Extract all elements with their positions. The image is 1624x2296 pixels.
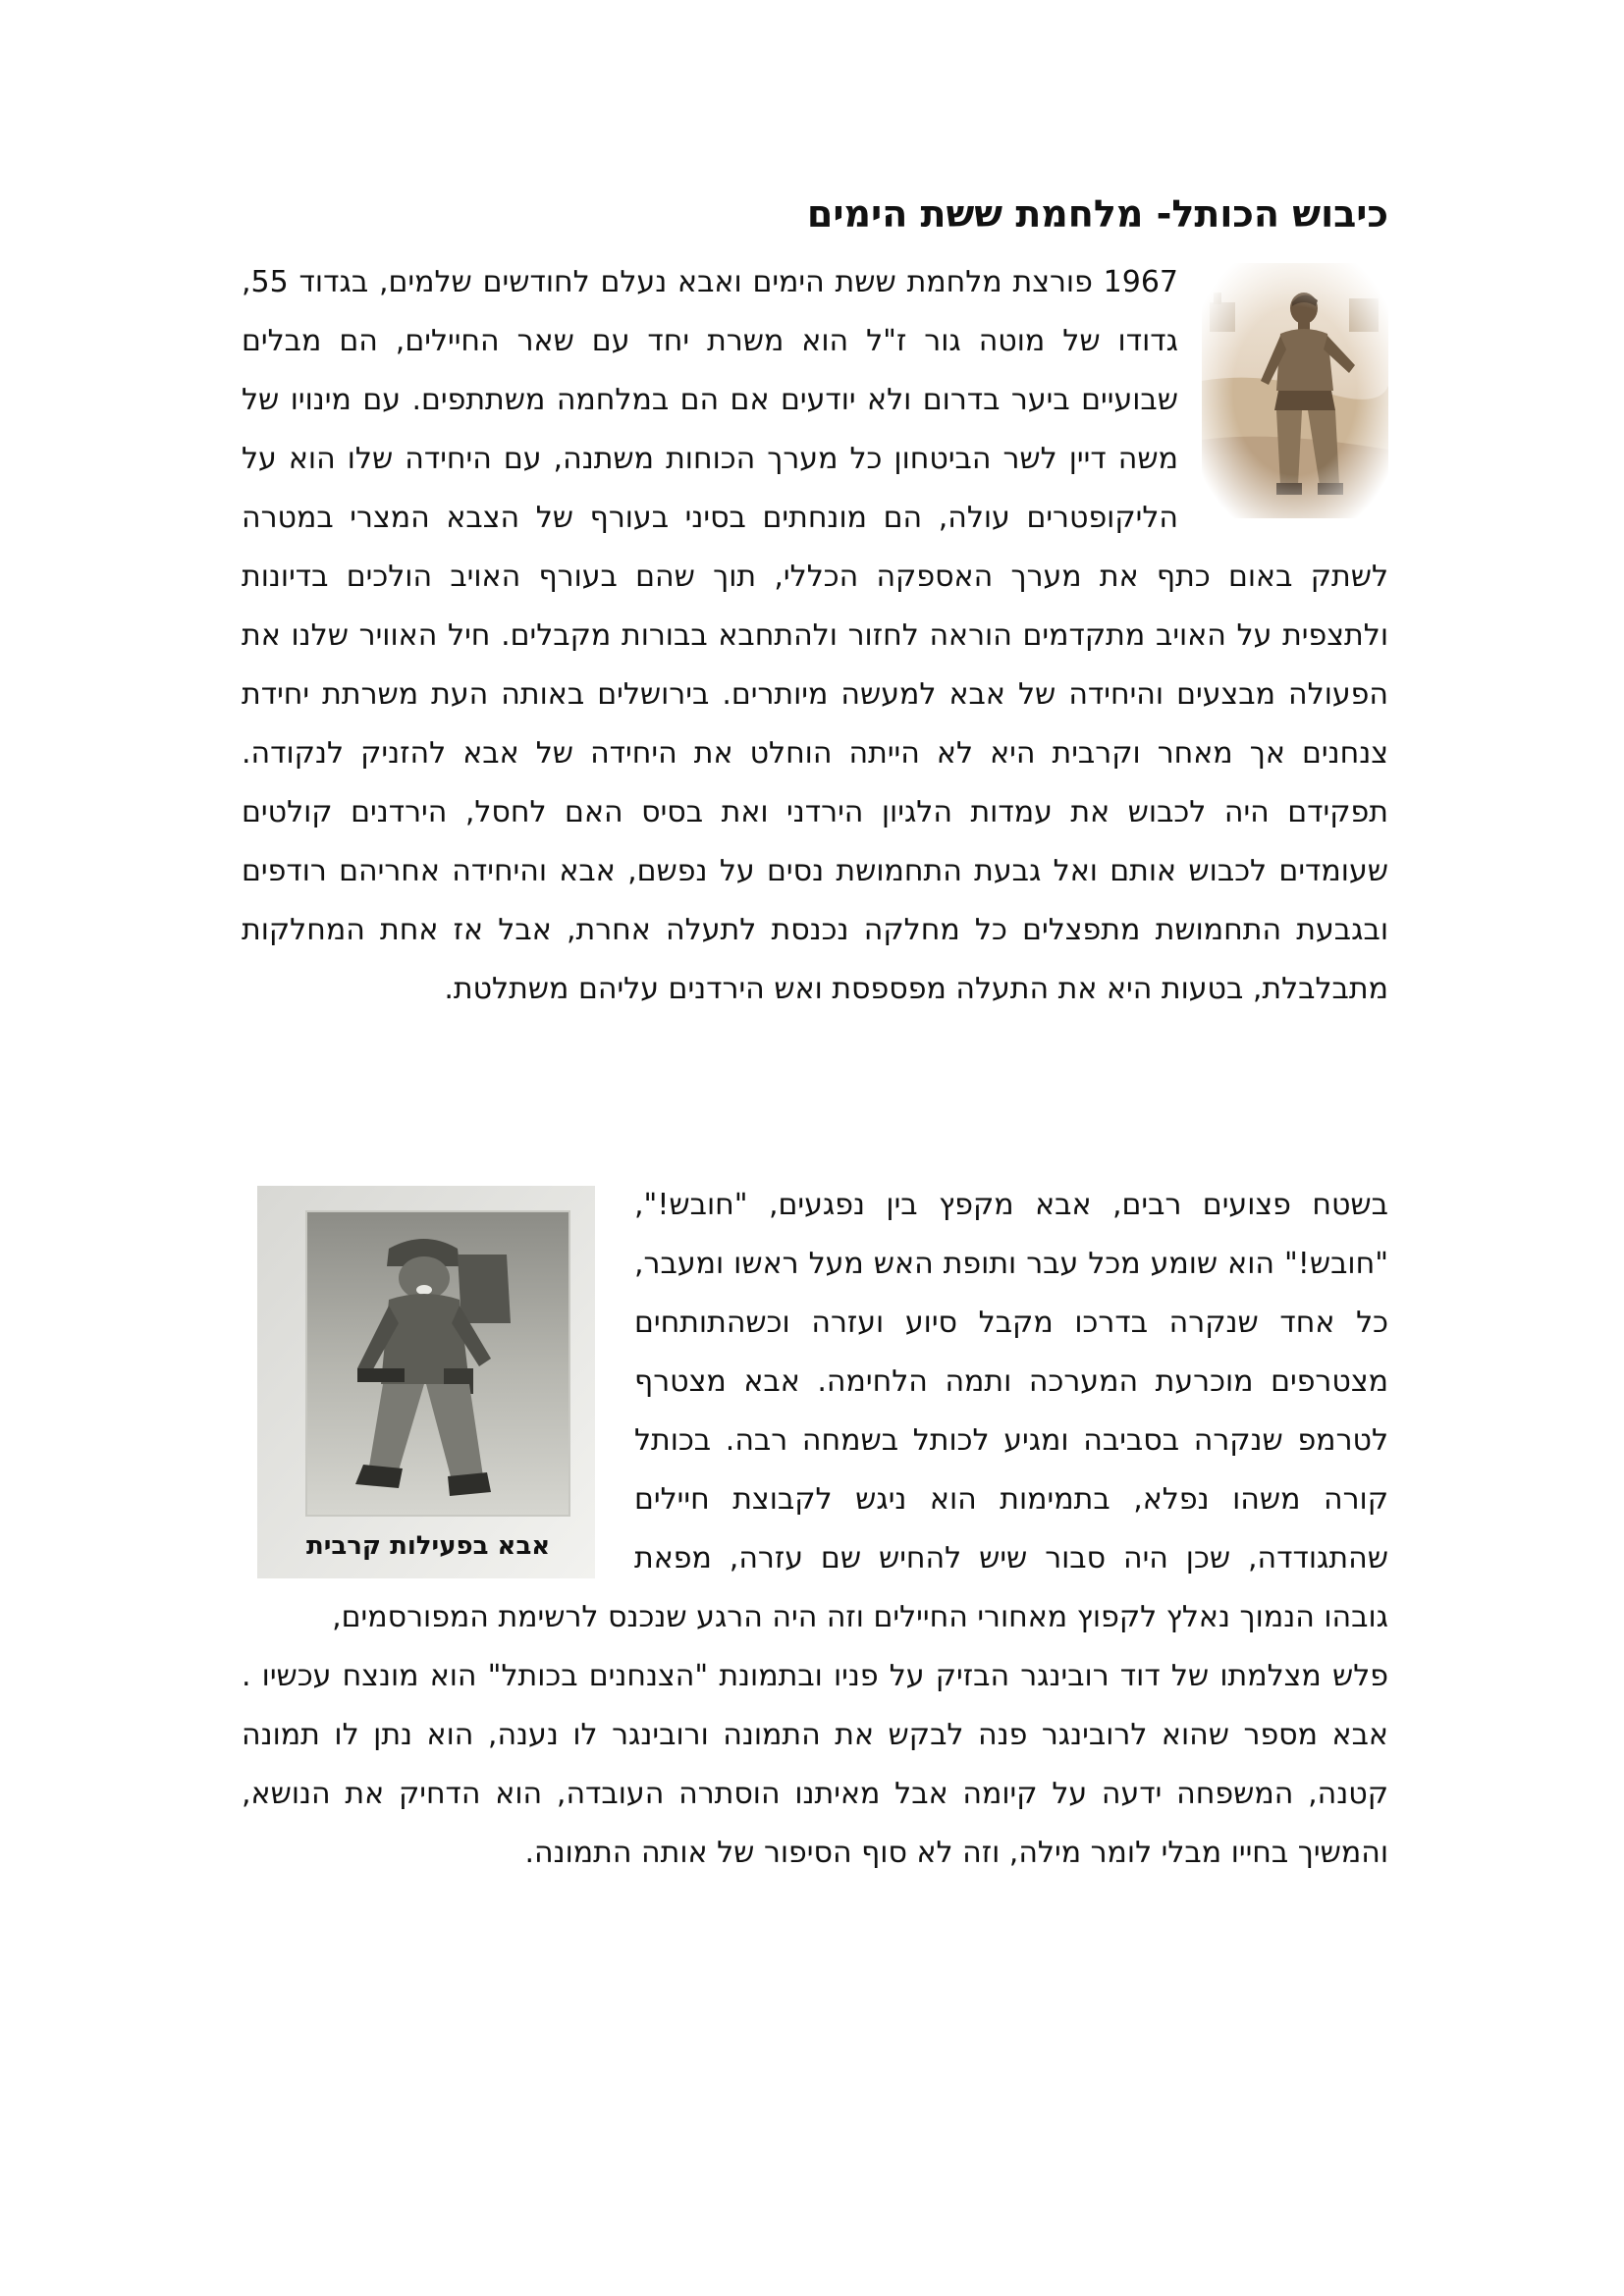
- soldier-photo-sepia-image: [1202, 263, 1388, 518]
- soldier-photo-sepia: [1202, 263, 1388, 518]
- photo-caption: אבא בפעילות קרבית: [306, 1531, 551, 1561]
- paragraph-2: בשטח פצועים רבים, אבא מקפץ בין נפגעים, "חובש!", "חובש!" הוא שומע מכל עבר ותופת האש מעל ראשו ומעבר, כל אחד שנקרה בדרכו מקבל סיוע ועזרה וכשהתותחים מצטרפים מוכרעת המערכה ותמה הלחימה. אבא מצטרף לטרמפ שנקרה בסביבה ומגיע לכותל בשמחה רבה. בכותל קורה משהו נפלא, בתמימות הוא ניגש לקבוצת חיילים שהתגודדה, שכן היה סבור שיש להחיש שם עזרה, מפאת גובהו הנמוך נאלץ לקפוץ מאחורי החיילים וזה היה הרגע שנכנס לרשימת המפורסמים,: [332, 1188, 1388, 1634]
- paragraph-3: פלש מצלמתו של דוד רובינגר הבזיק על פניו ובתמונת "הצנחנים בכותל" הוא מונצח עכשיו . אבא מספר שהוא לרובינגר פנה לבקש את התמונה ורובינגר לו נענה, הוא נתן לו תמונה קטנה, המשפחה ידעה על קיומה אבל מאיתנו הוסתרה העובדה, הוא הדחיק את הנושא, והמשיך בחייו מבלי לומר מילה, וזה לא סוף הסיפור של אותה התמונה.: [242, 1659, 1388, 1870]
- page-title: כיבוש הכותל- מלחמת ששת הימים: [806, 192, 1388, 236]
- section-sinai-jerusalem: [242, 253, 1388, 1019]
- combat-photo-bw-image: [242, 1176, 615, 1588]
- document-page: [242, 0, 1388, 2296]
- section-western-wall: [242, 1176, 1388, 1883]
- paragraph-1: 1967 פורצת מלחמת ששת הימים ואבא נעלם לחודשים שלמים, בגדוד 55, גדודו של מוטה גור ז"ל הוא משרת יחד עם שאר החיילים, הם מבלים שבועיים ביער בדרום ולא יודעים אם הם במלחמה משתתפים. עם מינויו של משה דיין לשר הביטחון כל מערך הכוחות משתנה, עם היחידה שלו הוא על הליקופטרים עולה, הם מונחתים בסיני בעורף של הצבא המצרי במטרה לשתק באום כתף את מערך האספקה הכללי, תוך שהם בעורף האויב הולכים בדיונות ולתצפית על האויב מתקדמים הוראה לחזור ולהתחבא בבורות מקבלים. חיל האוויר שלנו את הפעולה מבצעים והיחידה של אבא למעשה מיותרים. בירושלים באותה העת משרתת יחידת צנחנים אך מאחר וקרבית היא לא הייתה הוחלט את היחידה של אבא להזניק לנקודה. תפקידם היה לכבוש את עמדות הלגיון הירדני ואת בסיס האם לחסל, הירדנים קולטים שעומדים לכבוש אותם ואל גבעת התחמושת נסים על נפשם, אבא והיחידה אחריהם רודפים ובגבעת התחמושת מתפצלים כל מחלקה נכנסת לתעלה אחרת, אבל אז אחת המחלקות מתבלבלת, בטעות היא את התעלה מפספסת ואש הירדנים עליהם משתלטת.: [242, 265, 1388, 1006]
- combat-photo-bw: [242, 1176, 615, 1588]
